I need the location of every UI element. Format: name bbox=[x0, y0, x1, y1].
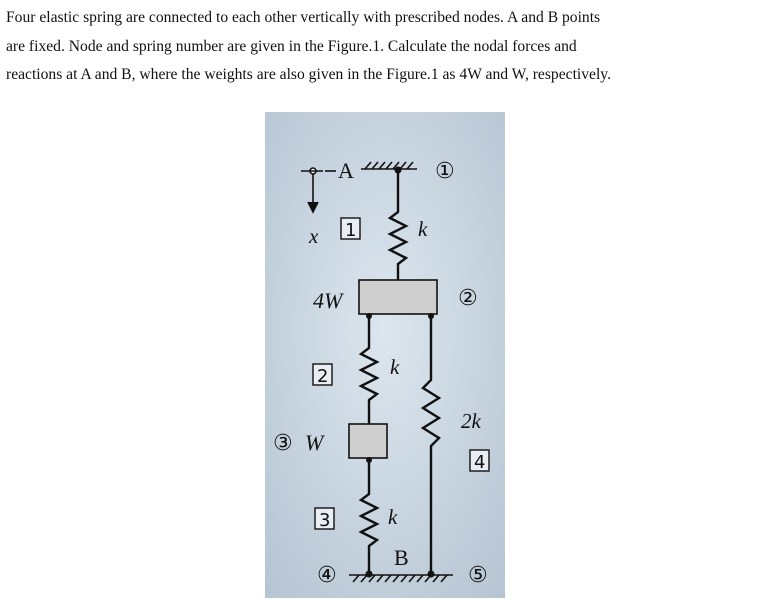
problem-line-3: reactions at A and B, where the weights are also given in the Figure.1 as 4W and W, respectively. bbox=[6, 66, 611, 83]
problem-statement bbox=[6, 4, 764, 90]
node-1-label: ① bbox=[435, 159, 455, 184]
stiffness-4-label: 2k bbox=[461, 409, 481, 433]
support-a-label: A bbox=[338, 158, 354, 183]
support-b-label: B bbox=[394, 545, 409, 570]
node-5-dot bbox=[428, 571, 435, 578]
node-3-label: ③ bbox=[273, 431, 293, 456]
node-2-label: ② bbox=[458, 286, 478, 311]
element-3-label: 3 bbox=[319, 510, 331, 531]
node-4-label: ④ bbox=[317, 563, 337, 588]
node-4-dot bbox=[366, 571, 373, 578]
node-5-label: ⑤ bbox=[468, 563, 488, 588]
axis-label: x bbox=[309, 224, 319, 248]
mass-w bbox=[349, 424, 387, 458]
problem-line-1: Four elastic spring are connected to each other vertically with prescribed nodes. A and B points bbox=[6, 9, 601, 26]
spring-system-figure bbox=[265, 112, 505, 598]
element-2-label: 2 bbox=[317, 366, 329, 387]
stiffness-2-label: k bbox=[390, 355, 400, 379]
problem-line-2: are fixed. Node and spring number are given in the Figure.1. Calculate the nodal forces and bbox=[6, 37, 577, 55]
weight-4w-label: 4W bbox=[313, 288, 343, 313]
mass-4w bbox=[359, 280, 437, 314]
weight-w-label: W bbox=[305, 430, 324, 455]
stiffness-3-label: k bbox=[388, 505, 398, 529]
element-4-label: 4 bbox=[474, 452, 486, 473]
element-1-label: 1 bbox=[345, 220, 357, 241]
stiffness-1-label: k bbox=[418, 217, 428, 241]
figure-background bbox=[265, 112, 505, 598]
